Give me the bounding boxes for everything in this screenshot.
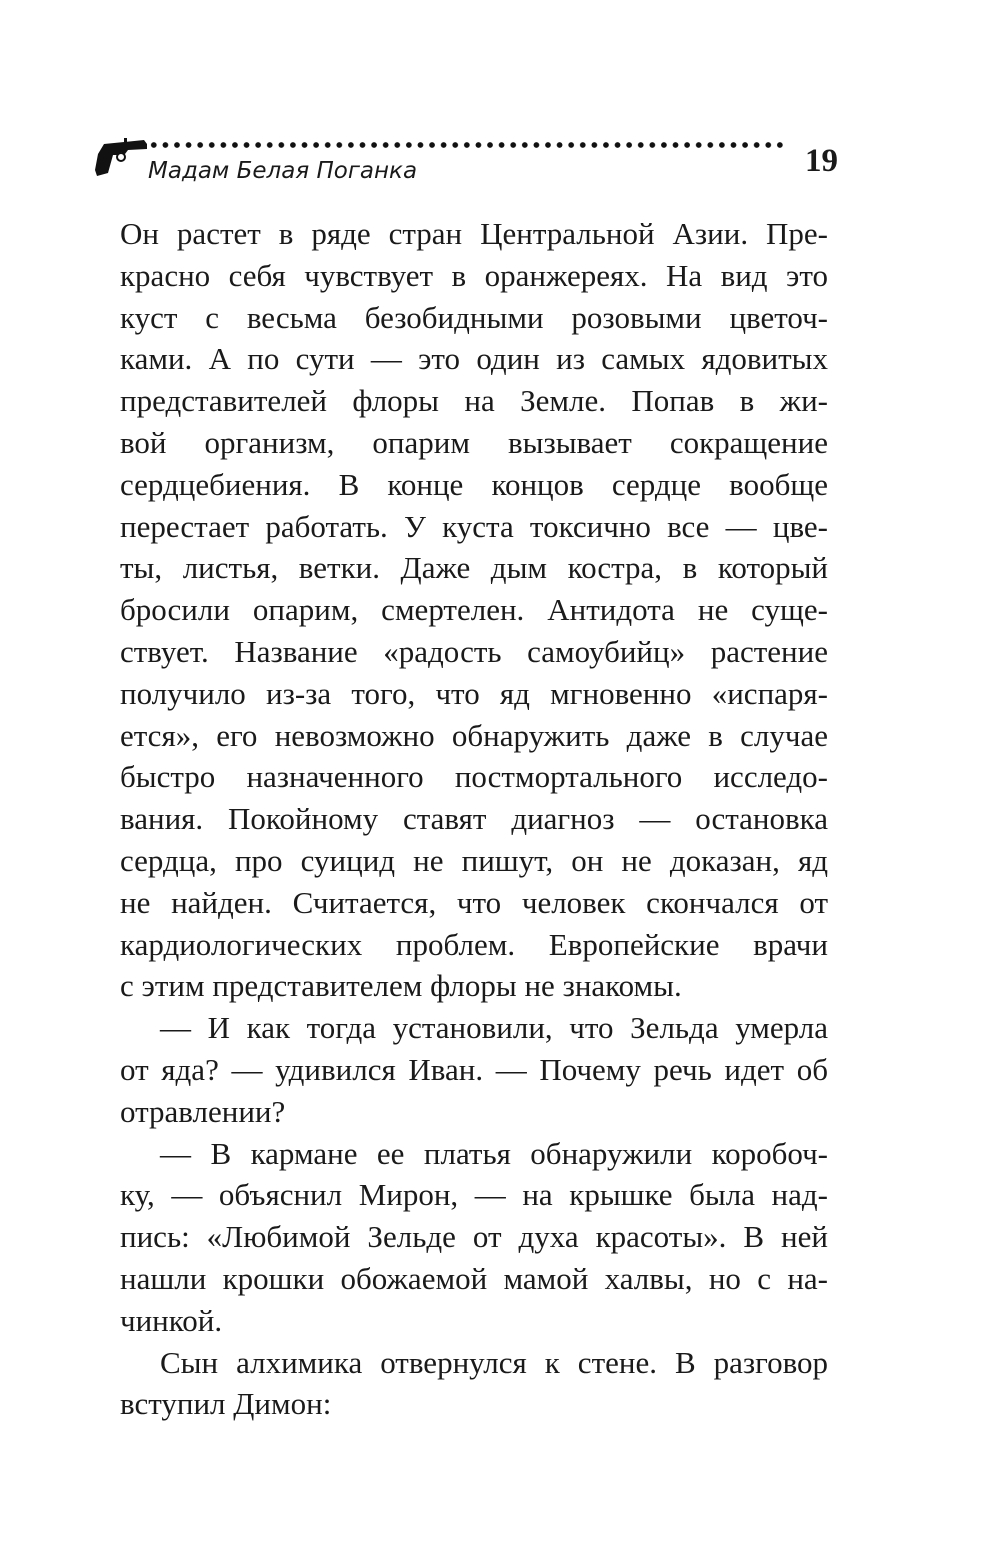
body-text [120,213,828,1425]
text-line: куст с весьма безобидными розовыми цветоч- [120,299,828,335]
text-line: представителей флоры на Земле. Попав в жи- [120,383,828,419]
text-line: сердца, про суицид не пишут, он не доказан, яд [120,842,828,878]
text-line: отравлении? [120,1093,286,1129]
text-line: получило из-за того, что яд мгновенно «испаря- [120,675,828,711]
text-line: — И как тогда установили, что Зельда умерла [160,1010,828,1046]
text-line: ку, — объяснил Мирон, — на крышке была над- [120,1177,828,1213]
header-dotted-rule [148,141,788,149]
text-line: ется», его невозможно обнаружить даже в случае [120,717,828,753]
text-line: не найден. Считается, что человек скончался от [120,884,828,920]
text-line: перестает работать. У куста токсично все — цве- [120,508,828,544]
text-line: красно себя чувствует в оранжереях. На вид это [120,257,828,293]
text-line: ты, листья, ветки. Даже дым костра, в который [120,550,828,586]
text-line: бросили опарим, смертелен. Антидота не суще- [120,592,828,628]
text-line: от яда? — удивился Иван. — Почему речь идет об [120,1051,828,1087]
text-line: Сын алхимика отвернулся к стене. В разговор [160,1344,828,1380]
text-line: ками. А по сути — это один из самых ядовитых [120,341,828,377]
text-line: ствует. Название «радость самоубийц» растение [120,633,828,669]
text-line: вания. Покойному ставят диагноз — остановка [120,801,828,837]
text-line: вступил Димон: [120,1386,332,1422]
pistol-icon [94,132,150,178]
text-line: кардиологических проблем. Европейские врачи [120,926,828,962]
text-line: — В кармане ее платья обнаружили коробоч- [160,1135,828,1171]
page-number: 19 [805,143,838,179]
text-line: чинкой. [120,1302,223,1338]
text-line: быстро назначенного постмортального исследо- [120,759,828,795]
text-line: сердцебиения. В конце концов сердце вообще [120,466,828,502]
text-line: вой организм, опарим вызывает сокращение [120,424,828,460]
text-line: Он растет в ряде стран Центральной Азии. Пре- [120,216,828,251]
running-title: Мадам Белая Поганка [148,158,418,184]
text-line: нашли крошки обожаемой мамой халвы, но с на- [120,1260,828,1296]
text-line: пись: «Любимой Зельде от духа красоты». В ней [120,1219,828,1255]
page-header [0,0,1000,200]
text-line: с этим представителем флоры не знакомы. [120,968,682,1004]
